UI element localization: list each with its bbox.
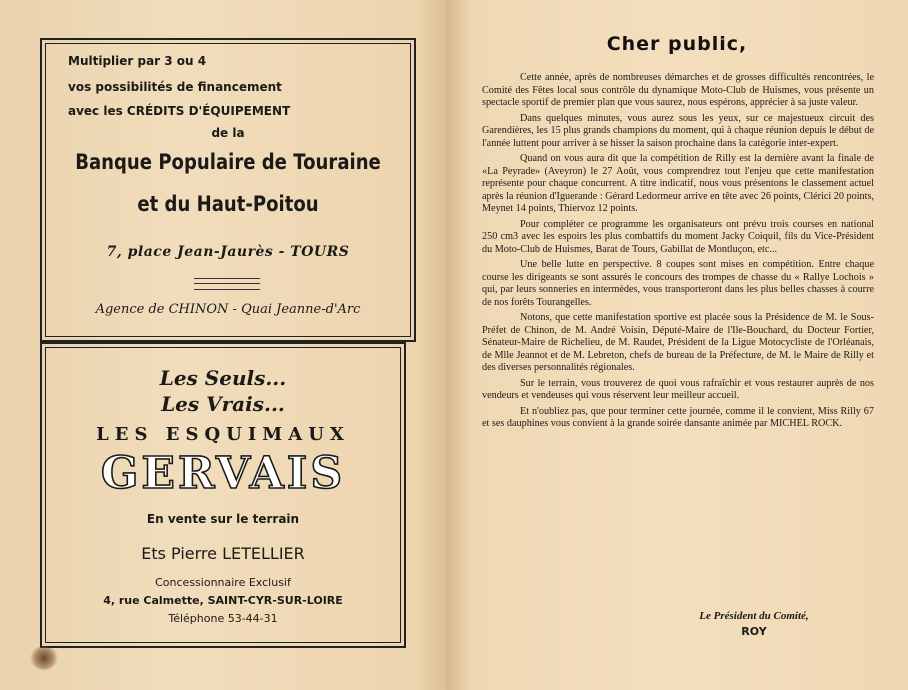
signature-name: ROY [741,625,767,638]
bank-name-line1: Banque Populaire de Touraine [75,150,381,174]
left-page [0,0,452,690]
icecream-slogan-line2: Les Vrais... [161,392,285,416]
bank-ad-line2: vos possibilités de financement [68,80,282,94]
letter-paragraph: Et n'oubliez pas, que pour terminer cette journée, comme il le convient, Miss Rilly 67 et ses dauphines vous convient à la grande soirée dansante animée par MICHEL ROCK. [482,405,874,429]
dealer-phone: Téléphone 53-44-31 [168,612,278,625]
letter-paragraph: Sur le terrain, vous trouverez de quoi vous rafraîchir et vous restaurer auprès de nos vendeurs et vendeuses qui vous réservent leur meilleur accueil. [482,377,874,401]
bank-address: 7, place Jean-Jaurès - TOURS [106,244,350,260]
icecream-sale-line: En vente sur le terrain [146,512,300,526]
bank-ad-line1: Multiplier par 3 ou 4 [68,54,207,68]
bank-ad-line3: avec les CRÉDITS D'ÉQUIPEMENT [68,104,291,118]
letter-paragraph: Pour compléter ce programme les organisateurs ont prévu trois courses en national 250 cm3 avec les espoirs les plus combattifs du moment Jacky Coiquil, fils du Vice-Président du Moto-Club de Huismes, Barat de Tours, Gabillat de Montluçon, etc... [482,218,874,255]
bank-name-line2: et du Haut-Poitou [137,192,319,216]
letter-body [482,72,874,434]
letter-paragraph: Dans quelques minutes, vous aurez sous les yeux, sur ce majestueux circuit des Garendières, les 15 plus grands champions du moment, qui à chaque réunion depuis le début de l'année luttent pour arriver à se hisser la saison prochaine dans la catégorie inter-expert. [482,112,874,149]
letter-paragraph: Une belle lutte en perspective. 8 coupes sont mises en compétition. Entre chaque course les dirigeants se sont assurés le concours des trompes de chasse du « Rallye Lochois » qui, par leurs sonneries en intermèdes, vous transporteront dans les plus belles chasses à courre de nos forêts Tourangelles. [482,259,874,308]
icecream-advertisement [40,342,406,648]
letter-paragraph: Notons, que cette manifestation sportive est placée sous la Présidence de M. le Sous-Préfet de Chinon, de M. André Voisin, Député-Maire de l'Ile-Bouchard, du Docteur Fortier, Sénateur-Maire de Richelieu, de M. Raudet, Président de la Ligue Motocycliste de l'Orléanais, de Mlle Jeannot et de M. Lebreton, chefs de bureau de la Préfecture, de M. le Maire de Rilly et des diverses personnalités régionales. [482,312,874,373]
letter-title: Cher public, [606,33,748,55]
signature-role: Le Président du Comité, [699,610,809,622]
right-page [446,0,908,690]
icecream-slogan-line1: Les Seuls... [159,366,287,390]
dealer-name: Ets Pierre LETELLIER [141,544,305,563]
letter-paragraph: Cette année, après de nombreuses démarches et de grosses difficultés rencontrées, le Comité des Fêtes local sous contrôle du dynamique Moto-Club de Huismes, vous présente un spectacle sportif de premier plan que vous saurez, nous espérons, apprécier à sa juste valeur. [482,72,874,108]
icecream-brand-logo: GERVAIS [100,448,346,499]
double-rule-divider [194,278,260,290]
bank-advertisement [40,38,416,342]
bank-ad-line4: de la [211,126,245,140]
dealer-role: Concessionnaire Exclusif [155,576,291,589]
paper-stain [30,646,58,670]
letter-paragraph: Quand on vous aura dit que la compétition de Rilly est la dernière avant la finale de «La Peyrade» (Aveyron) le 27 Août, vous comprendrez tout l'enjeu que cette manifestation représente pour chaque concurrent. A titre indicatif, nous vous présentons le classement actuel après la réunion d'Iguerande : Gérard Ledormeur arrive en tête avec 26 points, Clérici 20 points, Meynet 14 points, Thiervoz 12 points. [482,153,874,214]
dealer-address: 4, rue Calmette, SAINT-CYR-SUR-LOIRE [103,594,343,607]
bank-agency: Agence de CHINON - Quai Jeanne-d'Arc [95,302,361,317]
icecream-brand-line: LES ESQUIMAUX [96,424,350,445]
